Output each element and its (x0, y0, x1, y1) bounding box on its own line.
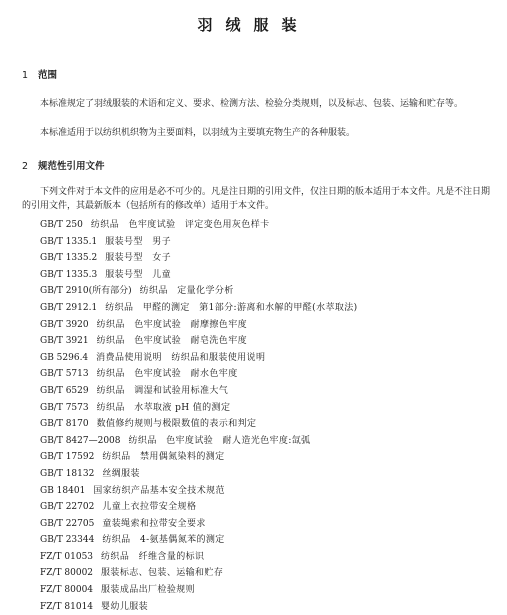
reference-item (40, 449, 490, 466)
reference-item (40, 433, 490, 450)
reference-item (40, 283, 490, 300)
reference-code: GB/T 250 (40, 220, 83, 230)
reference-title: 纺织品 甲醛的测定 第1部分:游离和水解的甲醛(水萃取法) (105, 302, 358, 313)
reference-title: 丝绸服装 (102, 468, 140, 479)
section-1-heading (22, 67, 57, 81)
section-2-title: 规范性引用文件 (38, 161, 105, 172)
scope-paragraph-1: 本标准规定了羽绒服装的术语和定义、要求、检测方法、检验分类规则，以及标志、包装、运输和贮存等。 (40, 99, 464, 109)
reference-item (40, 599, 490, 615)
section-2-heading (22, 158, 105, 172)
reference-item (40, 300, 490, 317)
section-1-title: 范围 (38, 70, 58, 81)
reference-code: GB/T 6529 (40, 385, 89, 396)
reference-title: 国家纺织产品基本安全技术规范 (93, 485, 225, 496)
reference-title: 服装号型 儿童 (105, 269, 172, 280)
reference-title: 婴幼儿服装 (101, 601, 149, 612)
reference-item (40, 383, 490, 400)
reference-item (40, 267, 490, 284)
reference-item (40, 350, 490, 367)
reference-code: GB/T 22702 (40, 502, 95, 513)
reference-title: 纺织品 色牢度试验 耐人造光色牢度:氙弧 (128, 435, 311, 446)
reference-title: 服装成品出厂检验规则 (101, 585, 196, 596)
reference-title: 纺织品 水萃取液 pH 值的测定 (96, 402, 231, 413)
reference-title: 纺织品 调湿和试验用标准大气 (96, 385, 229, 396)
reference-code: GB/T 8170 (40, 419, 89, 430)
reference-code: GB 18401 (40, 485, 86, 496)
reference-item (40, 516, 490, 533)
reference-code: FZ/T 01053 (40, 551, 94, 562)
reference-title: 纺织品 色牢度试验 耐摩擦色牢度 (96, 319, 248, 330)
reference-item (40, 466, 490, 483)
reference-title: 纺织品 禁用偶氮染料的测定 (102, 452, 225, 463)
reference-code: GB/T 17592 (40, 452, 95, 463)
reference-item (40, 532, 490, 549)
reference-code: GB/T 1335.1 (40, 236, 98, 247)
reference-item (40, 333, 490, 350)
reference-code: FZ/T 80004 (40, 585, 94, 596)
reference-code: GB/T 5713 (40, 369, 89, 380)
section-1-number: 1 (22, 70, 29, 81)
reference-item (40, 483, 490, 500)
reference-item (40, 582, 490, 599)
reference-item (40, 416, 490, 433)
reference-title: 纺织品 色牢度试验 耐皂洗色牢度 (96, 336, 248, 347)
reference-title: 纺织品 色牢度试验 评定变色用灰色样卡 (90, 220, 270, 230)
reference-code: GB/T 23344 (40, 535, 95, 546)
reference-title: 服装号型 女子 (105, 253, 172, 264)
reference-title: 纺织品 色牢度试验 耐水色牢度 (96, 369, 238, 380)
reference-code: GB/T 22705 (40, 518, 95, 529)
reference-title: 数值修约规则与极限数值的表示和判定 (96, 419, 257, 430)
reference-code: GB/T 2910(所有部分) (40, 286, 132, 297)
reference-code: GB/T 7573 (40, 402, 89, 413)
section-2-number: 2 (22, 161, 29, 172)
reference-title: 纺织品 4-氨基偶氮苯的测定 (102, 535, 225, 546)
reference-item (40, 499, 490, 516)
reference-item (40, 549, 490, 566)
reference-item (40, 234, 490, 251)
reference-item (40, 317, 490, 334)
reference-title: 纺织品 纤维含量的标识 (101, 551, 205, 562)
reference-title: 纺织品 定量化学分析 (139, 286, 234, 297)
reference-item (40, 250, 490, 267)
reference-code: FZ/T 81014 (40, 601, 94, 612)
reference-item (40, 565, 490, 582)
reference-title: 童装绳索和拉带安全要求 (102, 518, 206, 529)
reference-title: 服装标志、包装、运输和贮存 (101, 568, 224, 579)
reference-code: FZ/T 80002 (40, 568, 94, 579)
reference-item (40, 366, 490, 383)
reference-code: GB/T 8427—2008 (40, 435, 121, 446)
reference-code: GB/T 18132 (40, 468, 95, 479)
reference-title: 消费品使用说明 纺织品和服装使用说明 (96, 352, 266, 363)
reference-item (40, 400, 490, 417)
reference-title: 服装号型 男子 (105, 236, 172, 247)
reference-code: GB/T 1335.3 (40, 269, 98, 280)
scope-paragraph-2: 本标准适用于以纺织机织物为主要面料，以羽绒为主要填充物生产的各种服装。 (40, 128, 356, 138)
reference-code: GB/T 3920 (40, 319, 89, 330)
reference-item (40, 217, 490, 234)
references-intro: 下列文件对于本文件的应用是必不可少的。凡是注日期的引用文件，仅注日期的版本适用于本文件。凡是不注日期的引用文件，其最新版本（包括所有的修改单）适用于本文件。 (22, 187, 491, 211)
reference-title: 儿童上衣拉带安全规格 (102, 502, 197, 513)
reference-code: GB/T 3921 (40, 336, 89, 347)
reference-code: GB 5296.4 (40, 352, 89, 363)
reference-list (40, 217, 490, 615)
reference-code: GB/T 2912.1 (40, 302, 98, 313)
document-title: 羽绒服装 (197, 16, 310, 34)
reference-code: GB/T 1335.2 (40, 253, 98, 264)
